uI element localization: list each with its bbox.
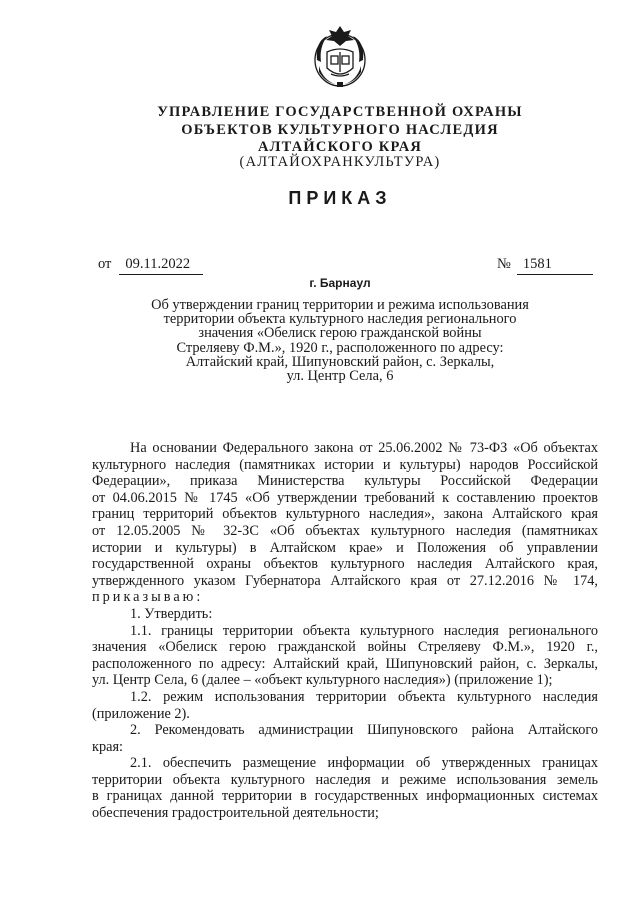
body-line: края: xyxy=(92,738,123,755)
body-line: от 12.05.2005 № 32-ЗС «Об объектах культурного наследия (памятниках xyxy=(92,522,598,539)
body-line: территории объекта культурного наследия и режиме использования земель xyxy=(92,771,598,788)
org-line-2: ОБЪЕКТОВ КУЛЬТУРНОГО НАСЛЕДИЯ xyxy=(181,121,499,138)
body-line: утвержденного указом Губернатора Алтайского края от 27.12.2016 № 174, xyxy=(92,572,598,589)
body-line: границ территорий объектов культурного наследия», закона Алтайского края xyxy=(92,506,598,523)
city: г. Барнаул xyxy=(309,276,371,290)
date-row xyxy=(98,256,203,275)
subject-line: Стреляеву Ф.М.», 1920 г., расположенного по адресу: xyxy=(176,339,504,356)
body-line: истории и культуры) в Алтайском крае» и Положения об управлении xyxy=(92,539,598,556)
body-line: Федерации», приказа Министерства культуры Российской Федерации xyxy=(92,473,598,490)
document-date: 09.11.2022 xyxy=(119,256,203,275)
number-row xyxy=(497,256,593,275)
subject-line: Алтайский край, Шипуновский район, с. Зеркалы, xyxy=(185,353,495,370)
document-body xyxy=(92,440,598,822)
body-line: обеспечения градостроительной деятельности; xyxy=(92,805,379,822)
document-number: 1581 xyxy=(517,256,593,275)
body-line: государственной охраны объектов культурного наследия Алтайского края, xyxy=(92,556,598,573)
number-prefix: № xyxy=(497,256,511,272)
body-line: от 04.06.2015 № 1745 «Об утверждении требований к составлению проектов xyxy=(92,489,598,506)
body-line: ул. Центр Села, 6 (далее – «объект культурного наследия») (приложение 1); xyxy=(92,672,553,689)
body-line: 1.1. границы территории объекта культурного наследия регионального xyxy=(130,622,598,639)
org-line-1: УПРАВЛЕНИЕ ГОСУДАРСТВЕННОЙ ОХРАНЫ xyxy=(157,104,523,120)
org-line-3: АЛТАЙСКОГО КРАЯ xyxy=(257,139,423,155)
body-line: 2. Рекомендовать администрации Шипуновского района Алтайского xyxy=(130,722,598,739)
body-line: (приложение 2). xyxy=(92,705,190,722)
body-line: 1.2. режим использования территории объекта культурного наследия xyxy=(130,688,598,705)
coat-of-arms-icon xyxy=(309,22,371,90)
subject-line: территории объекта культурного наследия регионального xyxy=(163,311,517,328)
body-line: в границах данной территории в государственных информационных системах xyxy=(92,788,598,805)
body-line: На основании Федерального закона от 25.06.2002 № 73-ФЗ «Об объектах xyxy=(130,440,598,456)
body-line: 1. Утвердить: xyxy=(130,605,213,622)
subject-line: значения «Обелиск герою гражданской войны xyxy=(198,325,482,342)
body-line: значения «Обелиск герою гражданской войны Стреляеву Ф.М.», 1920 г., xyxy=(92,639,598,656)
body-line: приказываю: xyxy=(92,589,204,606)
body-line: 2.1. обеспечить размещение информации об утвержденных границах xyxy=(130,755,598,772)
body-line: расположенного по адресу: Алтайский край, Шипуновский район, с. Зеркалы, xyxy=(92,655,598,672)
document-type: ПРИКАЗ xyxy=(288,188,392,208)
organization-name xyxy=(0,104,640,157)
subject-line: ул. Центр Села, 6 xyxy=(286,368,394,385)
organization-abbreviation: (АЛТАЙОХРАНКУЛЬТУРА) xyxy=(239,154,441,170)
body-line: культурного наследия (памятниках истории и культуры) народов Российской xyxy=(92,456,598,473)
date-prefix: от xyxy=(98,256,112,272)
subject-line: Об утверждении границ территории и режима использования xyxy=(151,297,529,313)
document-subject xyxy=(0,298,640,383)
